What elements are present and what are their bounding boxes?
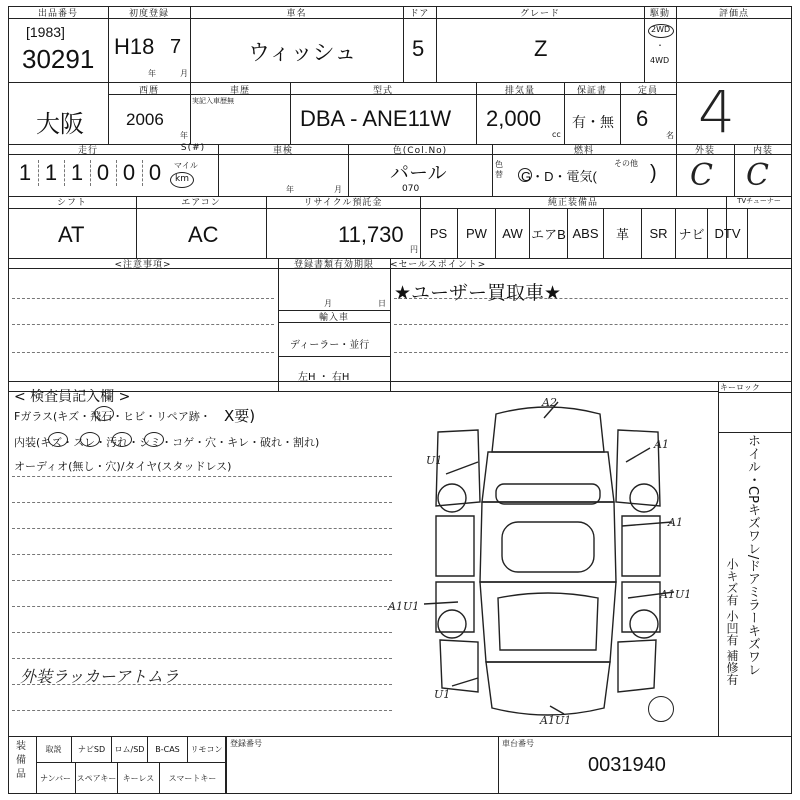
label-capacity: 定員 [637, 86, 658, 96]
mile-unit: マイル [174, 161, 198, 170]
front-left-wheel [438, 484, 466, 512]
label-tv-tuner: TVチューナー [737, 197, 781, 205]
mark-circle-1 [94, 406, 114, 421]
label-model: 型式 [372, 86, 393, 96]
footer-item: キーレス [118, 762, 160, 794]
footer-item: ロム/SD [112, 736, 148, 762]
mark-a1u1-right: A1U1 [660, 588, 692, 601]
unit-year: 年 [148, 69, 156, 78]
warranty-value: 有・無 [572, 114, 614, 130]
reg-title: 登録書類有効期限 [293, 260, 374, 270]
footer-left-label: 装備品 [16, 741, 26, 780]
fuel-value: G・D・電気( [521, 169, 597, 184]
footer-item: ナビSD [72, 736, 112, 762]
color-number: 070 [402, 184, 420, 194]
label-odo: S(#) [180, 143, 206, 153]
mark-circle-3 [80, 432, 100, 447]
label-fuel: 燃料 [573, 146, 594, 156]
sales-point: ★ユーザー買取車★ [394, 282, 562, 304]
mark-u1-front: U1 [426, 454, 443, 467]
roof-outline [480, 502, 616, 582]
equipment-item: DTV [708, 208, 748, 258]
shift-value: AT [58, 222, 85, 247]
inspector-line1: Fガラス(キズ・飛石・ヒビ・リペア跡・ [14, 410, 211, 423]
label-interior: 内装 [752, 146, 773, 156]
label-warranty: 保証書 [576, 86, 607, 96]
exterior-grade: C [690, 158, 713, 193]
mark-a1-door: A1 [668, 516, 683, 529]
color-value: パール [390, 163, 447, 184]
left-rear-door [436, 582, 474, 632]
label-displacement: 排気量 [504, 86, 535, 96]
mark-u1-rear: U1 [434, 688, 451, 701]
label-inspection: 車検 [272, 146, 293, 156]
footer-row-2 [36, 762, 226, 794]
mark-circle-5 [144, 432, 164, 447]
inspector-line1-mark: X要) [224, 407, 256, 425]
footer-item: スペアキー [76, 762, 118, 794]
label-drive: 駆動 [649, 9, 670, 19]
unit-person: 名 [666, 131, 674, 140]
footer-item: ナンバー [36, 762, 76, 794]
chassis-label: 車台番号 [502, 739, 534, 748]
mileage-digit: 0 [90, 160, 117, 186]
doors-value: 5 [412, 36, 425, 61]
drive-2wd: 2WD [651, 25, 671, 34]
equipment-item: ABS [568, 208, 604, 258]
label-color: 色(Col.No) [392, 146, 448, 156]
right-rear-panel [618, 640, 656, 692]
grade-value: Z [534, 36, 548, 61]
equipment-item: 革 [604, 208, 642, 258]
unit-yen: 円 [410, 245, 418, 254]
equipment-item: AW [496, 208, 530, 258]
label-history: 車歴 [229, 86, 250, 96]
mark-a1u1-left: A1U1 [388, 600, 420, 613]
unit-year-2: 年 [180, 131, 188, 140]
reg-day: 日 [378, 299, 386, 308]
handwritten-note: 外装ラッカーアトムラ [20, 667, 179, 686]
roof-panel [502, 522, 594, 572]
label-lot-no: 出品番号 [37, 9, 78, 19]
front-glass [496, 484, 600, 504]
mileage-digit: 1 [12, 160, 39, 186]
inspector-line3: オーディオ(無し・穴)/タイヤ(スタッドレス) [14, 460, 232, 473]
label-shift: シフト [56, 198, 87, 208]
side-notes-2: 小キズ有 小凹有 補修有 [725, 558, 739, 686]
mark-circle-2 [48, 432, 68, 447]
reg-month: 月 [324, 299, 332, 308]
footer-item: B-CAS [148, 736, 188, 762]
footer-row-1 [36, 736, 226, 762]
label-doors: ドア [409, 9, 430, 19]
aircon-value: AC [188, 222, 219, 247]
import-hand: 左H ・ 右H [298, 372, 350, 383]
first-reg-year: H18 [114, 34, 155, 59]
mark-a2: A2 [542, 396, 557, 409]
footer-item: スマートキー [160, 762, 226, 794]
lot-prefix: [1983] [26, 24, 65, 40]
color-change: 色替 [495, 160, 503, 179]
mileage-digits [12, 160, 168, 190]
mileage-digit: 0 [148, 160, 162, 185]
drive-dot: ・ [656, 41, 664, 50]
rear-right-wheel [630, 610, 658, 638]
front-right-wheel [630, 484, 658, 512]
equipment-list [420, 208, 792, 258]
mark-circle-4 [112, 432, 132, 447]
mark-a1u1-rear: A1U1 [540, 714, 572, 727]
lot-number: 30291 [22, 44, 95, 74]
import-title: 輸入車 [318, 313, 349, 323]
label-aircon: エアコン [181, 198, 221, 208]
caution-title: <注意事項> [114, 260, 172, 270]
inspection-year-unit: 年 [286, 185, 294, 194]
label-recycle: リサイクル預託金 [303, 198, 383, 208]
footer-item: リモコン [188, 736, 226, 762]
inspection-month-unit: 月 [334, 185, 342, 194]
chassis-number: 0031940 [588, 754, 666, 776]
reg-no-label: 登録番号 [230, 739, 262, 748]
footer-item: 取説 [36, 736, 72, 762]
region-value: 大阪 [36, 111, 84, 138]
car-damage-diagram [378, 392, 718, 732]
mark-a1-right: A1 [654, 438, 669, 451]
fuel-other: その他 [614, 159, 638, 168]
import-dealer: ディーラー・並行 [290, 340, 370, 351]
mileage-digit: 1 [38, 160, 65, 186]
sales-title: <セールスポイント> [390, 260, 487, 270]
label-first-reg: 初度登録 [128, 9, 169, 19]
unit-cc: cc [552, 130, 561, 139]
trunk-outline [486, 662, 610, 715]
label-model-year: 西暦 [138, 86, 159, 96]
recycle-value: 11,730 [338, 222, 404, 247]
equipment-item: PS [420, 208, 458, 258]
right-rear-door [622, 582, 660, 632]
left-front-door [436, 516, 474, 576]
inspector-line2: 内装(キズ・スレ・汚れ・シミ・コゲ・穴・キレ・破れ・割れ) [14, 436, 320, 449]
displacement-value: 2,000 [486, 106, 542, 131]
keyless-title: キーロック [720, 383, 760, 392]
rating-value: 4 [698, 78, 735, 146]
inspector-title: < 検査員記入欄 > [14, 389, 131, 405]
label-equipment: 純正装備品 [547, 198, 598, 208]
equipment-item: SR [642, 208, 676, 258]
mileage-digit: 1 [64, 160, 91, 186]
auction-sheet [8, 6, 792, 794]
unit-month: 月 [180, 69, 188, 78]
label-exterior: 外装 [694, 146, 715, 156]
history-note: 実記入車歴無 [192, 97, 234, 105]
model-year-value: 2006 [126, 110, 164, 129]
label-grade: グレード [519, 9, 560, 19]
capacity-value: 6 [636, 106, 649, 131]
label-mileage: 走行 [77, 146, 98, 156]
label-car-name: 車名 [286, 9, 307, 19]
fuel-close: ) [650, 162, 657, 184]
model-value: DBA - ANE11W [300, 106, 452, 131]
interior-grade: C [746, 158, 769, 193]
rear-left-wheel [438, 610, 466, 638]
left-front-panel [436, 430, 480, 506]
drive-4wd: 4WD [650, 56, 670, 65]
side-notes: ホイル・CPキズワレ/ドアミラーキズワレ [745, 434, 760, 677]
first-reg-month: 7 [170, 36, 182, 58]
equipment-item: ナビ [676, 208, 708, 258]
car-name: ウィッシュ [248, 40, 357, 65]
equipment-item: PW [458, 208, 496, 258]
label-rating: 評価点 [718, 9, 749, 19]
mileage-digit: 0 [116, 160, 143, 186]
km-unit: km [175, 174, 189, 184]
rear-glass [498, 593, 598, 650]
windshield-outline [482, 452, 614, 502]
equipment-item: エアB [530, 208, 568, 258]
